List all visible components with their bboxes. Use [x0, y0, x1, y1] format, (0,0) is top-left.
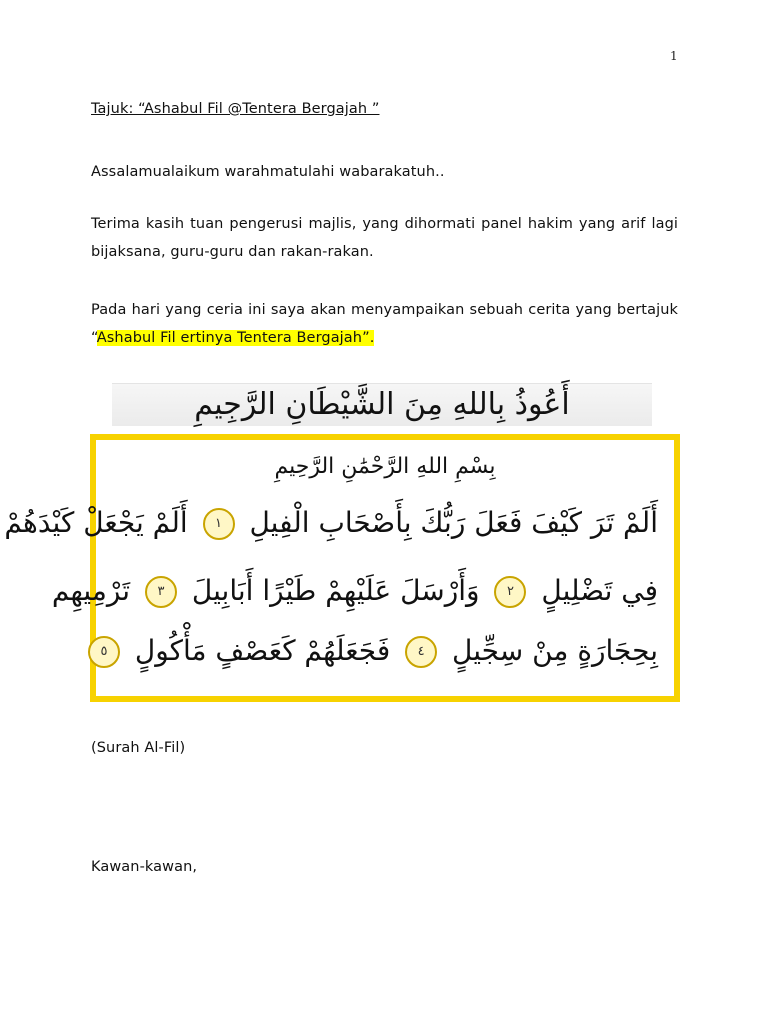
closing-address: Kawan-kawan, — [91, 859, 198, 875]
ayah-marker-2: ٢ — [494, 576, 526, 608]
ayah-line-1 — [4, 498, 658, 548]
surah-al-fil-image — [4, 434, 680, 702]
page-number: 1 — [670, 49, 678, 63]
ayah-line-3 — [100, 626, 658, 676]
document-title: Tajuk: “Ashabul Fil @Tentera Bergajah ” — [91, 101, 380, 117]
highlighted-story-title: Ashabul Fil ertinya Tentera Bergajah”. — [96, 330, 375, 346]
greeting-text: Assalamualaikum warahmatulahi wabarakatuh.. — [91, 164, 445, 180]
ayah-marker-3: ٣ — [145, 576, 177, 608]
ayah-4-text-end: بِحِجَارَةٍ مِنْ سِجِّيلٍ — [452, 634, 658, 667]
ayah-3-text: وَأَرْسَلَ عَلَيْهِمْ طَيْرًا أَبَابِيلَ — [191, 574, 480, 607]
ayah-1-text: أَلَمْ تَرَ كَيْفَ فَعَلَ رَبُّكَ بِأَصْحَابِ الْفِيلِ — [249, 506, 658, 539]
surah-caption: (Surah Al-Fil) — [91, 740, 186, 756]
ayah-marker-5: ٥ — [88, 636, 120, 668]
paragraph-introduction-text: Pada hari yang ceria ini saya akan menyampaikan sebuah cerita yang bertajuk “ — [91, 302, 678, 346]
ayah-4-text-start: تَرْمِيهِم — [51, 574, 131, 607]
ayah-line-2 — [51, 566, 658, 616]
taawwudh-image: أَعُوذُ بِاللهِ مِنَ الشَّيْطَانِ الرَّجِيمِ — [112, 383, 652, 426]
ayah-5-text: فَجَعَلَهُمْ كَعَصْفٍ مَأْكُولٍ — [134, 634, 391, 667]
basmala-text: بِسْمِ اللهِ الرَّحْمَٰنِ الرَّحِيمِ — [274, 454, 496, 479]
paragraph-introduction — [91, 296, 678, 352]
ayah-2-text-start: أَلَمْ يَجْعَلْ كَيْدَهُمْ — [4, 506, 188, 539]
paragraph-thanks: Terima kasih tuan pengerusi majlis, yang dihormati panel hakim yang arif lagi bijaksana, guru-guru dan rakan-rakan. — [91, 216, 678, 260]
ayah-marker-4: ٤ — [405, 636, 437, 668]
ayah-2-text-end: فِي تَضْلِيلٍ — [541, 574, 658, 607]
ayah-marker-1: ١ — [203, 508, 235, 540]
